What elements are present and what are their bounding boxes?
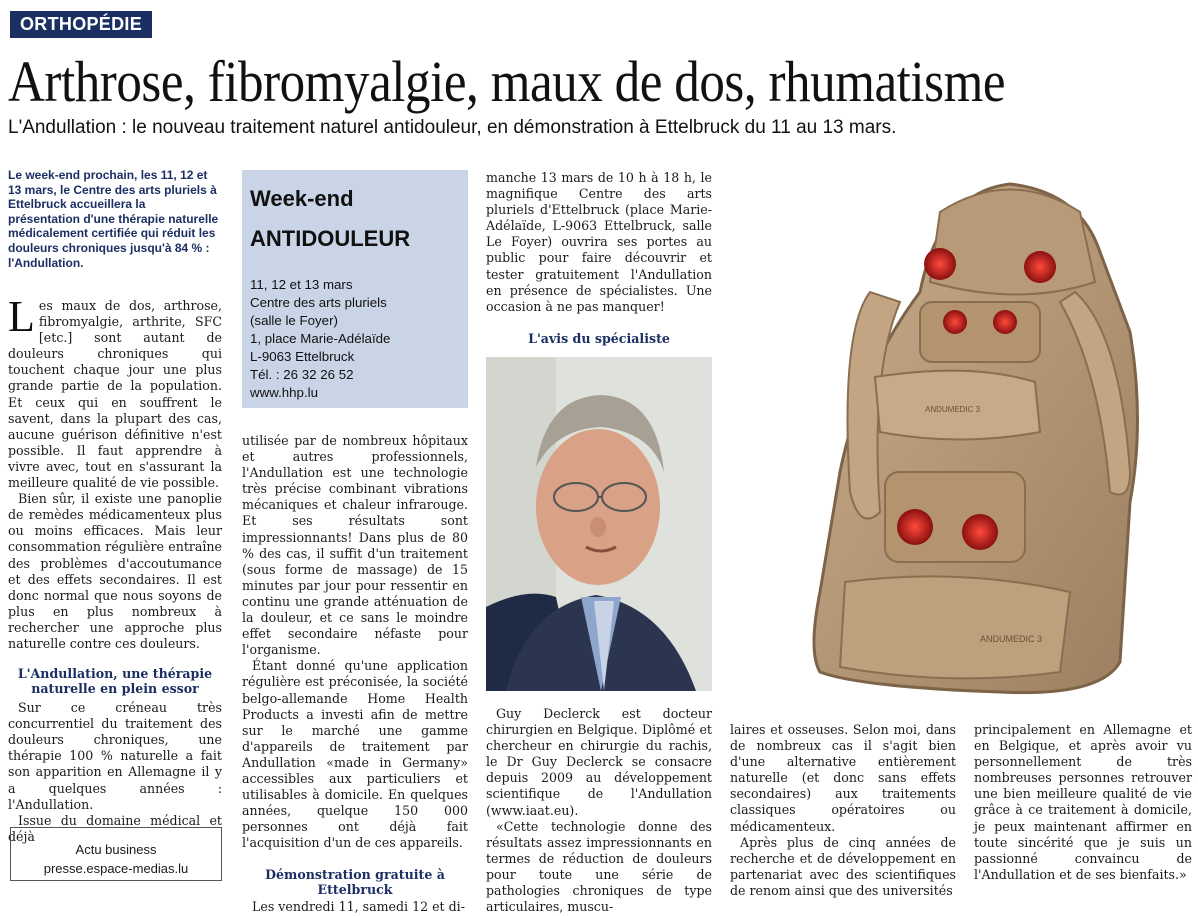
lede: Le week-end prochain, les 11, 12 et 13 mars, le Centre des arts pluriels à Ettelbruck accueillera la présentation d'une thérapie naturelle médicalement certifiée qui réduit les douleurs chroniques jusqu'à 84 % : l'Andullation.	[8, 168, 219, 270]
massage-mat-illustration	[800, 172, 1195, 702]
sidebox-website[interactable]: www.hhp.lu	[250, 385, 318, 400]
paragraph: Bien sûr, il existe une panoplie de remèdes médicamenteux plus ou moins efficaces. Mais leur consommation régulière entraîne des problèmes d'accoutumance et des effets secondaires. Il est donc normal que nous soyons de plus en plus nombreux à rechercher une approche plus naturelle contre ces douleurs.	[8, 491, 222, 651]
advert-line-1: Actu business	[75, 842, 157, 857]
section-tag: ORTHOPÉDIE	[10, 11, 152, 38]
intertitle: Démonstration gratuite à Ettelbruck	[265, 867, 445, 898]
product-label-bottom: ANDUMEDIC 3	[980, 634, 1043, 644]
paragraph: Étant donné qu'une application régulière est préconisée, la société belgo-allemande Home Health Products a investi afin de mettre sur le marché une gamme d'appareils de traitement par Andullation «made in Germany» accessibles aux particuliers et utilisables à domicile. En quelques années, quelque 150 000 personnes ont déjà fait l'acquisition d'un de ces appareils.	[242, 658, 468, 851]
sidebox-line: (salle le Foyer)	[250, 313, 338, 328]
paragraph: Guy Declerck est docteur chirurgien en Belgique. Diplômé et chercheur en chirurgie du rachis, le Dr Guy Declerck se consacre depuis 2009 au développement scientifique de l'Andullation (www.iaat.eu).	[486, 706, 712, 818]
paragraph: Sur ce créneau très concurrentiel du traitement des douleurs chroniques, une thérapie 100 % naturelle a fait son apparition en Allemagne il y a quelques années : l'Andullation.	[8, 700, 222, 812]
sidebox-line: 11, 12 et 13 mars	[250, 277, 353, 292]
info-sidebox	[242, 170, 468, 408]
paragraph: Les vendredi 11, samedi 12 et di-	[252, 899, 465, 915]
paragraph-text: es maux de dos, arthrose, fibromyalgie, arthrite, SFC [etc.] sont autant de douleurs chroniques qui touchent chaque jour une plus grande partie de la population. Et ceux qui en souffrent le savent, dans la plupart des cas, aucune guérison définitive n'est possible. Il faut apprendre à vivre avec, tout en s'assurant la meilleure qualité de vie possible.	[8, 298, 222, 491]
headline: Arthrose, fibromyalgie, maux de dos, rhumatisme	[8, 49, 1006, 114]
dropcap: L	[8, 292, 35, 341]
sidebox-title-1: Week-end	[250, 186, 354, 211]
column-3-lower	[486, 706, 712, 915]
paragraph: laires et osseuses. Selon moi, dans de nombreux cas il s'agit bien d'une alternative entièrement naturelle (et donc sans effets secondaires) aux traitements classiques opératoires ou médicamenteux.	[730, 722, 956, 834]
column-5	[974, 722, 1192, 883]
sidebox-line: 1, place Marie-Adélaïde	[250, 331, 391, 346]
paragraph: Issue du domaine médical et déjà	[8, 812, 222, 844]
product-label-top: ANDUMEDIC 3	[925, 405, 981, 414]
paragraph: principalement en Allemagne et en Belgique, et après avoir vu personnellement de très nombreuses personnes retrouver une bien meilleure qualité de vie grâce à ce traitement à domicile, je peux maintenant affirmer en toute sincérité que je suis un passionné convaincu de l'Andullation et de ses bienfaits.»	[974, 722, 1192, 882]
column-4	[730, 722, 956, 899]
paragraph: manche 13 mars de 10 h à 18 h, le magnifique Centre des arts pluriels d'Ettelbruck (place Marie-Adélaïde, L-9063 Ettelbruck, salle Le Foyer) ouvrira ses portes au public pour faire découvrir et tester gratuitement l'Andullation en présence de spécialistes. Une occasion à ne pas manquer!	[486, 170, 712, 314]
column-3	[486, 170, 712, 346]
sidebox-title-2: ANTIDOULEUR	[250, 226, 411, 251]
sidebox-line: Tél. : 26 32 26 52	[250, 367, 354, 382]
paragraph: «Cette technologie donne des résultats assez impressionnants en termes de réduction de douleurs pour toute une série de pathologies chroniques de type articulaires, muscu-	[486, 818, 712, 915]
paragraph: Après plus de cinq années de recherche et de développement en partenariat avec des scientifiques de renom ainsi que des universités	[730, 834, 956, 898]
portrait-photo	[486, 357, 712, 691]
portrait-illustration	[486, 357, 712, 691]
paragraph	[8, 292, 222, 491]
sidebox-line: L-9063 Ettelbruck	[250, 349, 355, 364]
column-1	[8, 292, 222, 845]
advert-box[interactable]	[10, 827, 222, 881]
subheadline: L'Andullation : le nouveau traitement naturel antidouleur, en démonstration à Ettelbruck du 11 au 13 mars.	[8, 117, 897, 138]
intertitle: L'avis du spécialiste	[528, 330, 670, 346]
sidebox-line: Centre des arts pluriels	[250, 295, 387, 310]
intertitle: L'Andullation, une thérapie naturelle en plein essor	[17, 666, 213, 697]
column-2	[242, 433, 468, 916]
advert-link[interactable]: presse.espace-medias.lu	[43, 861, 189, 876]
product-photo	[800, 172, 1195, 702]
sidebox-info	[250, 276, 390, 402]
paragraph: utilisée par de nombreux hôpitaux et autres professionnels, l'Andullation est une technologie très précise combinant vibrations mécaniques et chaleur infrarouge. Et ses résultats sont impressionnants! Dans plus de 80 % des cas, il suffit d'un traitement (sous forme de massage) de 15 minutes par jour pour ressentir en continu une grande atténuation de la douleur, et ce sans le moindre effet secondaire néfaste pour l'organisme.	[242, 433, 468, 658]
